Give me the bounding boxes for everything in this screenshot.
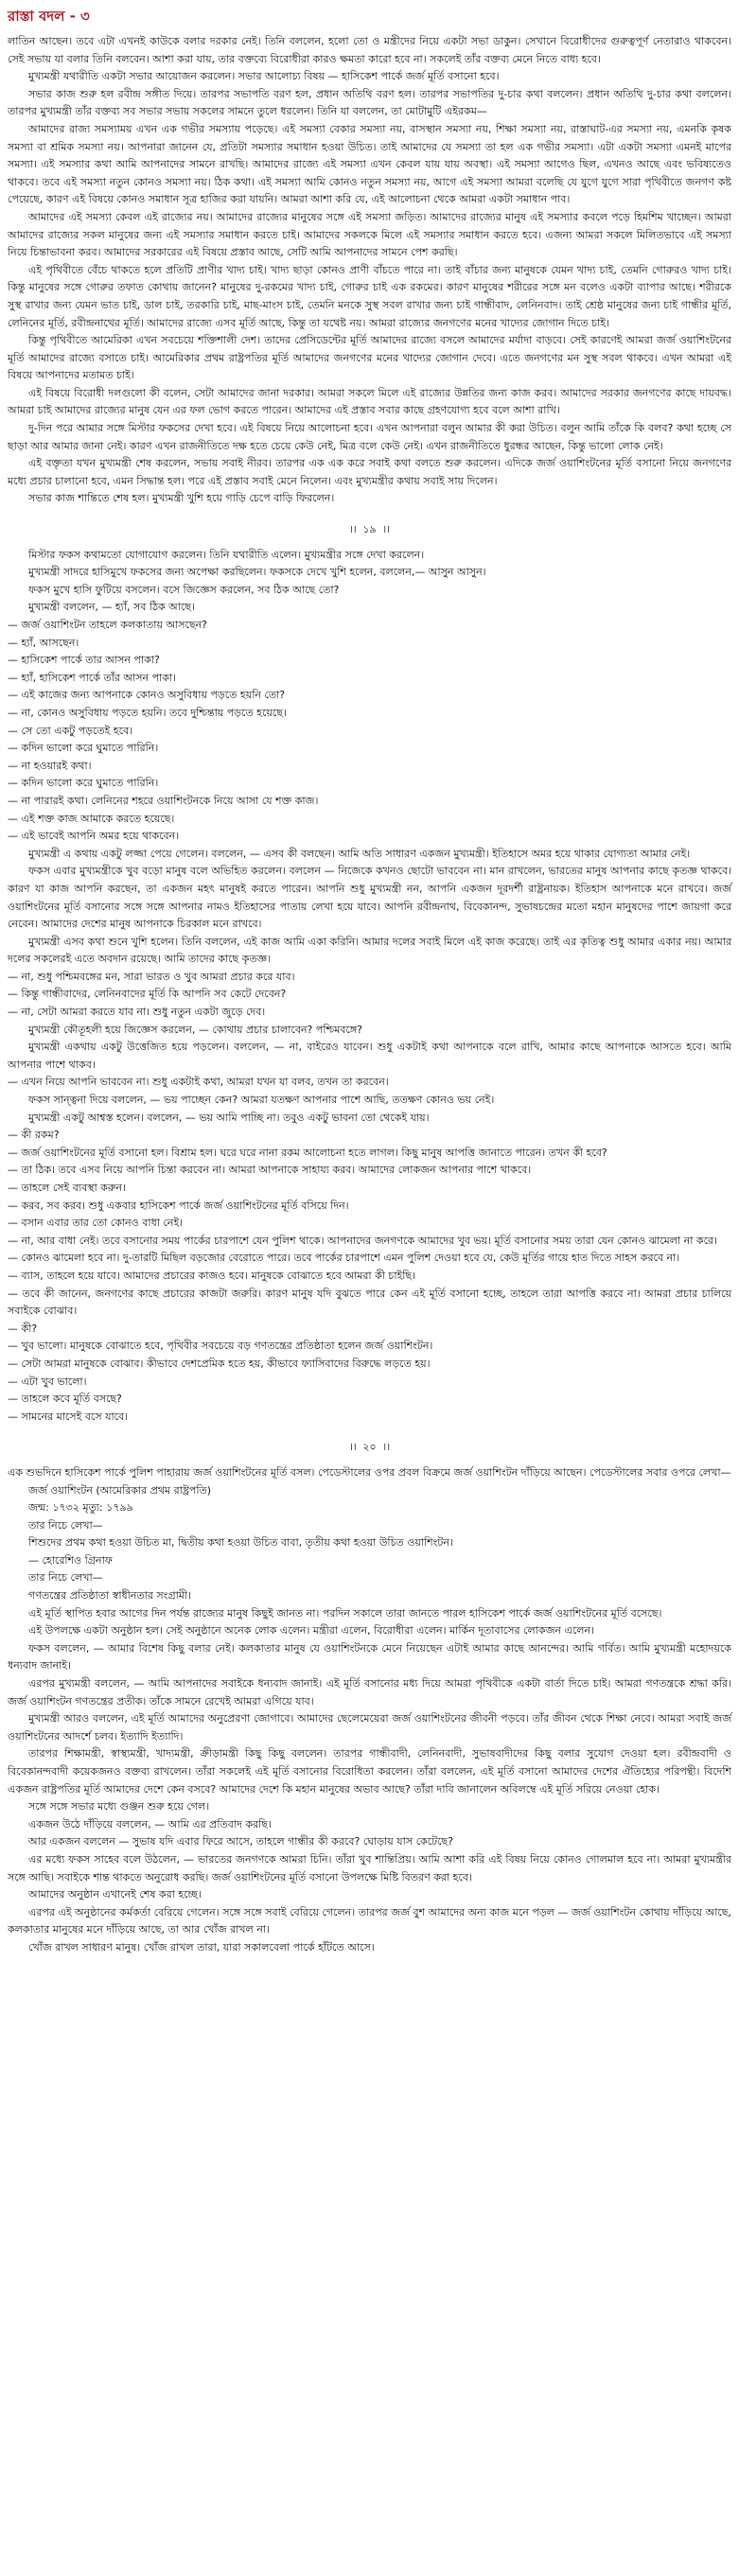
paragraph: মুখ্যমন্ত্রী সাদরে হাসিমুখে ফকসের জন্য অপেক্ষা করছিলেন। ফকসকে দেখে খুশি হলেন, বললেন,— আসুন আসুন। [28, 566, 486, 579]
plaque-line: জর্জ ওয়াশিংটন (আমেরিকার প্রথম রাষ্ট্রপতি) [28, 1483, 212, 1497]
paragraph: তারপর শিক্ষামন্ত্রী, স্বাস্থ্যমন্ত্রী, খাদ্যমন্ত্রী, ক্রীড়ামন্ত্রী কিছু কিছু বললেন। তারপর গান্ধীবাদী, লেনিনবাদী, সুভাষবাদীদের কিছু বলার সুযোগ দেওয়া হল। রবীন্দ্রবাদী ও বিবেকানন্দবাদী কয়েকজনও বক্তব্য রাখলেন। তাঁরা সকলেই এই মূর্তি বসানোর বিরোধিতা করলেন। তাঁরা বললেন, এই মূর্তি বসানো আমাদের দেশের ঐতিহ্যের পরিপন্থী। বিদেশি একজন রাষ্ট্রপতির মূর্তি আমাদের দেশে কেন বসবে? আমাদের দেশে কি মহান মানুষের অভাব আছে? তাঁরা দাবি জানালেন অবিলম্বে এই মূর্তি সরিয়ে নেওয়া হোক। [8, 1747, 731, 1796]
dialogue-line: — এই শক্ত কাজ আমাকে করতে হয়েছে। [8, 812, 175, 825]
paragraph: মুখ্যমন্ত্রী কৌতূহলী হয়ে জিজ্ঞেস করলেন, — কোথায় প্রচার চালাবেন? পশ্চিমবঙ্গে? [28, 1023, 362, 1036]
paragraph: খোঁজ রাখল সাধারণ মানুষ। খোঁজ রাখল তারা, যারা সকালবেলা পার্কে হাঁটতে আসে। [28, 1940, 375, 1954]
paragraph: এই বক্তৃতা যখন মুখ্যমন্ত্রী শেষ করলেন, সভায় সবাই নীরব। তারপর এক এক করে সবাই কথা বলতে শুরু করলেন। এদিকে জর্জ ওয়াশিংটনের মূর্তি বসানো নিয়ে জনগণের মধ্যে প্রচার চালানো হবে, এমন সিদ্ধান্ত হল। পরে এই প্রস্তাব সবাই মেনে নিলেন। এবং মুখ্যমন্ত্রীর কথায় সবাই সায় দিলেন। [8, 457, 731, 487]
paragraph: মুখ্যমন্ত্রী বললেন, — হ্যাঁ, সব ঠিক আছে। [28, 601, 196, 614]
paragraph: ফকস সান্ত্বনা দিয়ে বললেন, — ভয় পাচ্ছেন কেন? আমরা যতক্ষণ আপনার পাশে আছি, ততক্ষণ কোনও ভয় নেই। [28, 1094, 495, 1107]
part4-block [8, 1464, 731, 1957]
plaque-line: শিশুদের প্রথম কথা হওয়া উচিত মা, দ্বিতীয় কথা হওয়া উচিত বাবা, তৃতীয় কথা হওয়া উচিত ওয়াশিংটন। [28, 1536, 453, 1550]
paragraph: এক শুভদিনে হাসিকেশ পার্কে পুলিশ পাহারায় জর্জ ওয়াশিংটনের মূর্তি বসল। পেডেস্টালের ওপর প্রবল বিক্রমে জর্জ ওয়াশিংটন দাঁড়িয়ে আছেন। পেডেস্টালের সবার ওপরে লেখা— [8, 1465, 731, 1479]
plaque-line: গণতন্ত্রের প্রতিষ্ঠাতা স্বাধীনতার সংগ্রামী। [28, 1589, 192, 1603]
paragraph: আর একজন বললেন — সুভাষ যদি এবার ফিরে আসে, তাহলে গান্ধীর কী করবে? ঘোড়ায় যাস কেটেছে? [28, 1835, 454, 1849]
dialogue-line: — কোনও ঝামেলা হবে না। দু-তারটি মিছিল বড়জোর বেরোতে পারে। তবে পার্কের চারপাশে এমন পুলিশ দেওয়া হবে যে, কেউ মূর্তির গায়ে হাত দিতে সাহস করবে না। [8, 1252, 680, 1265]
document-page [8, 6, 731, 1957]
page-title: রাস্তা বদল - ৩ [8, 8, 90, 25]
paragraph: মিস্টার ফকস কথামতো যোগাযোগ করলেন। তিনি যথারীতি এলেন। মুখ্যমন্ত্রীর সঙ্গে দেখা করলেন। [28, 548, 425, 561]
paragraph: এই উপলক্ষে একটা অনুষ্ঠান হল। সেই অনুষ্ঠানে অনেক লোক এলেন। মন্ত্রীরা এলেন, বিরোধীরা এলেন। মার্কিন দূতাবাসের লোকজন এলেন। [28, 1624, 594, 1638]
dialogue-line: — কদিন ভালো করে ঘুমাতে পারিনি। [8, 777, 159, 790]
paragraph: ফকস মুখে হাসি ফুটিয়ে বসলেন। বসে জিজ্ঞেস করলেন, সব ঠিক আছে তো? [28, 583, 340, 596]
paragraph: লাতিন আছেন। তবে এটা এখনই কাউকে বলার দরকার নেই। তিনি বললেন, হলো তো ও মন্ত্রীদের নিয়ে একটা সভা ডাকুন। সেখানে বিরোধীদের গুরুত্বপূর্ণ নেতারাও থাকবেন। সেই সভায় যা বলার তিনি বলবেন। আশা করা যায়, তার বক্তব্যে বিরোধীরা কারও ক্ষমতা কারো হবে না। সকলেই তাঁর বক্তব্য মেনে নিতে বাধ্য হবে। [8, 35, 731, 65]
dialogue-line: — বসান এবার তার তো কোনও বাধা নেই। [8, 1217, 184, 1230]
paragraph: এই মূর্তি স্থাপিত হবার আগের দিন পর্যন্ত রাজ্যের মানুষ কিছুই জানত না। পরদিন সকালে তারা জানতে পারল হাসিকেশ পার্কে জর্জ ওয়াশিংটনের মূর্তি বসেছে। [28, 1606, 662, 1620]
paragraph: এরপর মুখ্যমন্ত্রী বললেন, — আমি আপনাদের সবাইকে ধন্যবাদ জানাই। এই মূর্তি বসানোর মধ্য দিয়ে আমরা পৃথিবীকে একটা বার্তা দিতে চাই। আমরা গণতন্ত্রকে শ্রদ্ধা করি। জর্জ ওয়াশিংটন গণতন্ত্রের প্রতীক। তাঁকে সামনে রেখেই আমরা এগিয়ে যাব। [8, 1677, 731, 1708]
dialogue-line: — কী? [8, 1322, 38, 1335]
dialogue-line: — না, আর বাধা নেই। তবে বসানোর সময় পার্কের চারপাশে যেন পুলিশ থাকে। আপনাদের জনগণকে আমাদের খুব ভয়। মূর্তি বসানোর সময় তারা যেন কোনও ঝামেলা না করে। [8, 1234, 718, 1247]
dialogue-line: — জর্জ ওয়াশিংটনের মূর্তি বসানো হল। বিশ্রাম হল। ঘরে ঘরে নানা রকম আলোচনা হতে লাগল। কিছু মানুষ আপত্তি জানাতে পারেন। তখন কী হবে? [8, 1146, 607, 1159]
dialogue-line: — না, সেটা আমরা করতে যাব না। শুধু নতুন একটা জুড়ে দেব। [8, 1006, 266, 1019]
dialogue-line: — কিন্তু গান্ধীবাদের, লেনিনবাদের মূর্তি কি আপনি সব কেটে দেবেন? [8, 988, 287, 1001]
dialogue-line: — সে তো একটু পড়তেই হবে। [8, 724, 133, 737]
dialogue-line: — ব্যাস, তাহলে হয়ে যাবে। আমাদের প্রচারের কাজও হবে। মানুষকে বোঝাতে হবে আমরা কী চাইছি। [8, 1269, 416, 1282]
dialogue-line: — এখন নিয়ে আপনি ভাববেন না। শুধু একটাই কথা, আমরা যখন যা বলব, তখন তা করবেন। [8, 1076, 389, 1089]
plaque-line: তার নিচে লেখা— [28, 1571, 103, 1585]
dialogue-line: — না হওয়ারই কথা। [8, 759, 92, 772]
section-heading-20: ।। ২০ ।। [348, 1441, 391, 1454]
paragraph: সভার কাজ শান্তিতে শেষ হল। মুখ্যমন্ত্রী খুশি হয়ে গাড়ি চেপে বাড়ি ফিরলেন। [28, 492, 335, 505]
paragraph: মুখ্যমন্ত্রী একথায় একটু উত্তেজিত হয়ে পড়লেন। বললেন, — না, বাইরেও যাবেন। শুধু একটাই কথা আপনাকে বলে রাখি, আমার কাছে আপনাকে আসতে হবে। আমি আপনার পাশে থাকব। [8, 1041, 731, 1071]
plaque-line: তার নিচে লেখা— [28, 1518, 103, 1532]
paragraph: দু-দিন পরে আমার সঙ্গে মিস্টার ফকসের দেখা হবে। এই বিষয়ে নিয়ে আলোচনা হবে। এখন আপনারা বলুন আমার কী করা উচিত। বলুন আমি তাঁকে কি বলব? কথা হচ্ছে সে ছাড়া আর আমার জানা নেই। কারণ এখন রাজনীতিতে দক্ষ হতে চেয়ে কেউ নেই, মিত্র বলে কেউ নেই। এখন রাজনীতিতে ধুরন্ধর আছেন, কিন্তু ভালো লোক নেই। [8, 422, 731, 452]
paragraph: মুখ্যমন্ত্রী যথারীতি একটা সভার আয়োজন করলেন। সভার আলোচ্য বিষয় — হাসিকেশ পার্কে জর্জ মূর্তি বসানো হবে। [28, 70, 500, 83]
paragraph: মুখ্যমন্ত্রী এসব কথা শুনে খুশি হলেন। তিনি বললেন, এই কাজ আমি একা করিনি। আমার দলের সবাই মিলে এই কাজ করেছে। তাই এর কৃতিত্ব শুধু আমার একার নয়। আমার দলের সকলেরই এতে অবদান রয়েছে। আমি তাদের কাছে কৃতজ্ঞ। [8, 935, 731, 966]
paragraph: আমাদের রাজ্য সমস্যাময় এখন এক গভীর সমস্যায় পড়েছে। এই সমস্যা বেকার সমস্যা নয়, বাসস্থান সমস্যা নয়, শিক্ষা সমস্যা নয়, রাস্তাঘাট-এর সমস্যা নয়, এমনকি কৃষক সমস্যা বা শ্রমিক সমস্যা নয়। আপনারা জানেন যে, প্রতিটা সমস্যার সমাধান হওয়া উচিত। তাই আমাদের যে সমস্যা তা হল এক গভীর সমস্যা। এটা একটা সমস্যা এমনই মাপের সমস্যা। এই সমস্যার কথা আমি আপনাদের সামনে রাখছি। আমাদের রাজ্যে এই সমস্যা এখন কেবল যায় যায় অবস্থা। এই সমস্যা আগেও ছিল, এখনও আছে এবং ভবিষ্যতেও থাকবে। তবে এই সমস্যা নতুন কোনও সমস্যা নয়। ঠিক কথা। এই সমস্যা আমি কোনও নতুন সমস্যা নয়, আগে এই সমস্যা আমরা বলেছি যে যুগে যুগে সারা পৃথিবীতে জনগণ কষ্ট পেয়েছে, কারণ এই বিষয়ে কোনও সমাধান সূত্র হাজির করা যায়নি। আমরা আশা করি যে, এই আলোচনা থেকে আমরা একটা সমাধান পাব। [8, 122, 731, 206]
dialogue-line: — সেটা আমরা মানুষকে বোঝাব। কীভাবে দেশপ্রেমিক হতে হয়, কীভাবে ফ্যাসিবাদের বিরুদ্ধে লড়তে হয়। [8, 1357, 431, 1370]
dialogue-line: — না পারারই কথা। লেনিনের শহরে ওয়াশিংটনকে নিয়ে আসা যে শক্ত কাজ। [8, 794, 319, 807]
paragraph: মুখ্যমন্ত্রী একটু আশ্বস্ত হলেন। বললেন, — ভয় আমি পাচ্ছি না। তবুও একটু ভাবনা তো থেকেই যায়। [28, 1111, 430, 1124]
dialogue-line: — জর্জ ওয়াশিংটন তাহলে কলকাতায় আসছেন? [8, 619, 208, 631]
dialogue-line: — হ্যাঁ, হাসিকেশ পার্কে তাঁর আসন পাকা। [8, 671, 177, 684]
dialogue-line: — তাহলে সেই ব্যবস্থা করুন। [8, 1182, 126, 1194]
dialogue-line: — এটা খুব ভালো। [8, 1375, 87, 1388]
dialogue-line: — তাহলে কবে মূর্তি বসছে? [8, 1393, 122, 1406]
dialogue-line: — না, শুধু পশ্চিমবঙ্গের মন, সারা ভারত ও খুব আমরা প্রচার করে যাব। [8, 970, 295, 983]
dialogue-line: — কদিন ভালো করে ঘুমাতে পারিনি। [8, 742, 159, 755]
dialogue-line: — সামনের মাসেই বসে যাবে। [8, 1410, 129, 1423]
dialogue-line: — এই কাজের জন্য আপনাকে কোনও অসুবিধায় পড়তে হয়নি তো? [8, 689, 286, 702]
paragraph: কিন্তু পৃথিবীতে আমেরিকা এখন সবচেয়ে শক্তিশালী দেশ। তাদের প্রেসিডেন্টের মূর্তি আমাদের রাজ্যে বসলে আমাদের মর্যাদা বাড়বে। সেই কারণেই আমরা জর্জ ওয়াশিংটনের মূর্তি আমাদের রাজ্যে বসাতে চাই। আমেরিকার প্রথম রাষ্ট্রপতির মূর্তি আমাদের জনগণের মনের খাদ্যের জোগান দেবে। এতে জনগণের মন সুস্থ সবল থাকবে। এখন আমরা এই বিষয়ে আপনাদের মতামত চাই। [8, 334, 731, 382]
paragraph: এই পৃথিবীতে বেঁচে থাকতে হলে প্রতিটি প্রাণীর খাদ্য চাই। খাদ্য ছাড়া কোনও প্রাণী বাঁচতে পারে না। তাই বাঁচার জন্য মানুষকে যেমন খাদ্য চাই, তেমনি গোরুরও খাদ্য চাই। কিন্তু মানুষের সঙ্গে গোরুর তফাত কোথায় জানেন? মানুষের দু-রকমের খাদ্য চাই, গোরুর চাই এক রকমের। কারণ মানুষের শরীরের সঙ্গে মন বলেও একটা ব্যাপার আছে। শরীরকে সুস্থ রাখার জন্য যেমন ভাত চাই, ডাল চাই, তরকারি চাই, মাছ-মাংস চাই, তেমনি মনকে সুস্থ সবল রাখার জন্য চাই গান্ধীবাদ, লেনিনবাদ। তাই শ্রেষ্ঠ মানুষের জন্য চাই গান্ধীর মূর্তি, লেনিনের মূর্তি, রবীন্দ্রনাথের মূর্তি। আমাদের রাজ্যে এসব মূর্তি আছে, কিন্তু তা যথেষ্ট নয়। আমরা রাজ্যের জনগণের মনের খাদ্যের জোগান দিতে চাই। [8, 263, 731, 329]
paragraph: মুখ্যমন্ত্রী এ কথায় একটু লজ্জা পেয়ে গেলেন। বললেন, — এসব কী বলছেন। আমি অতি সাধারণ একজন মুখ্যমন্ত্রী। ইতিহাসে অমর হয়ে থাকার যোগ্যতা আমার নেই। [28, 847, 691, 860]
plaque-line: জন্ম: ১৭৩২ মৃত্যু: ১৭৯৯ [28, 1501, 133, 1515]
paragraph: ফকস বললেন, — আমার বিশেষ কিছু বলার নেই। কলকাতার মানুষ যে ওয়াশিংটনকে মেনে নিয়েছেন এটাই আমার কাছে আনন্দের। আমি গর্বিত। আমি মুখ্যমন্ত্রী মহোদয়কে ধন্যবাদ জানাই। [8, 1641, 731, 1673]
paragraph: এরপর এই অনুষ্ঠানের কর্মকর্তা বেরিয়ে গেলেন। সঙ্গে সঙ্গে সবাই বেরিয়ে গেলেন। তারপর জর্জ বুশ আমাদের অন্য কাজ মনে পড়ল — জর্জ ওয়াশিংটন কোথায় দাঁড়িয়ে আছে, কলকাতার মানুষের মনে দাঁড়িয়ে আছে, তা আর খোঁজ রাখল না। [8, 1905, 731, 1936]
dialogue-line: — হাসিকেশ পার্কে তার আসন পাকা? [8, 654, 160, 667]
dialogue-line: — এই ভাবেই আপনি অমর হয়ে থাকবেন। [8, 830, 180, 843]
dialogue-line: — কী রকম? [8, 1129, 60, 1142]
paragraph: আমাদের অনুষ্ঠান এখানেই শেষ করা হচ্ছে। [28, 1888, 202, 1901]
dialogue-line: — খুব ভালো। মানুষকে বোঝাতে হবে, পৃথিবীর সবচেয়ে বড় গণতন্ত্রের প্রতিষ্ঠাতা হলেন জর্জ ওয়াশিংটন। [8, 1340, 433, 1353]
paragraph: মুখ্যমন্ত্রী আরও বললেন, এই মূর্তি আমাদের অনুপ্রেরণা জোগাবে। আমাদের ছেলেমেয়েরা জর্জ ওয়াশিংটনের জীবনী পড়বে। তাঁর জীবন থেকে শিক্ষা নেবে। আমরা সবাই জর্জ ওয়াশিংটনের আদর্শে চলব। ইত্যাদি ইত্যাদি। [8, 1712, 731, 1743]
section-heading-19: ।। ১৯ ।। [348, 523, 391, 536]
dialogue-line: — করব, সব করব। শুধু একবার হাসিকেশ পার্কে জর্জ ওয়াশিংটনের মূর্তি বসিয়ে দিন। [8, 1199, 349, 1212]
paragraph: এই বিষয়ে বিরোধী দলগুলো কী বলেন, সেটা আমাদের জানা দরকার। আমরা সকলে মিলে এই রাজ্যের উন্নতির জন্য কাজ করব। আমাদের সরকার জনগণের কাছে দায়বদ্ধ। আমরা চাই আমাদের রাজ্যের মানুষ যেন এর ফল ভোগ করতে পারেন। আমাদের এই প্রস্তাব সবার কাছে গ্রহণযোগ্য হবে বলে আশা রাখি। [8, 386, 731, 417]
paragraph: একজন উঠে দাঁড়িয়ে বললেন, — আমি এর প্রতিবাদ করছি। [28, 1817, 272, 1831]
dialogue-line: — তা ঠিক। তবে এসব নিয়ে আপনি চিন্তা করবেন না। আমরা আপনাকে সাহায্য করব। আমাদের লোকজন আপনার পাশে থাকবে। [8, 1164, 532, 1177]
dialogue-line: — তবে কী জানেন, জনগণের কাছে প্রচারের কাজটা জরুরি। কারণ মানুষ যদি বুঝতে পারে কেন এই মূর্তি বসানো হচ্ছে, তাহলে তারা আপত্তি করবে না। আমরা প্রচার চালিয়ে সবাইকে বোঝাব। [8, 1287, 731, 1318]
paragraph: সভার কাজ শুরু হল রবীন্দ্র সঙ্গীত দিয়ে। তারপর সভাপতি বরণ হল, প্রধান অতিথি বরণ হল। তারপর সভাপতির দু-চার কথা বললেন। প্রধান অতিথি দু-চার কথা বললেন। তারপর মুখ্যমন্ত্রী তাঁর বক্তব্য সব সভার সভায় সকলের সামনে তুলে ধরলেন। তিনি যা বললেন, তা মোটামুটি এইরকম— [8, 87, 731, 118]
dialogue-line: — না, কোনও অসুবিধায় পড়তে হয়নি। তবে দুশ্চিন্তায় পড়তে হয়েছে। [8, 706, 287, 719]
part1-block [8, 33, 731, 508]
paragraph: আমাদের এই সমস্যা কেবল এই রাজ্যের নয়। আমাদের রাজ্যের মানুষের সঙ্গে এই সমস্যা জড়িত। আমাদের রাজ্যের মানুষ এই সমস্যার কবলে পড়ে হিমশিম খাচ্ছেন। আমরা আমাদের রাজ্যের সকল মানুষের জন্য এই সমস্যার সমাধান করতে চাই। আমাদের সকলকে মিলে এই সমস্যার সমাধান করতে হবে। এজন্য আমরা সকলে মিলিতভাবে এই সমস্যা নিয়ে চিন্তাভাবনা করব। আমাদের সরকারের এই বিষয়ে প্রস্তাব আছে, সেটি আমি আপনাদের সামনে পেশ করছি। [8, 210, 731, 259]
dialogue-line: — হ্যাঁ, আসছেন। [8, 636, 79, 649]
plaque-line: — হোরেশিও গ্রিনাফ [28, 1553, 113, 1567]
paragraph: এর মধ্যে ফকস সাহেব বলে উঠলেন, — ভারতের জনগণকে আমরা চিনি। তাঁরা খুব শান্তিপ্রিয়। আমি আশা করি এই বিষয় নিয়ে কোনও গোলমাল হবে না। আমরা মুখ্যমন্ত্রীর সঙ্গে আছি। সবাইকে শান্ত থাকতে অনুরোধ করছি। জর্জ ওয়াশিংটনের মূর্তি বসানো উপলক্ষে মিষ্টি বিতরণ করা হবে। [8, 1852, 731, 1884]
paragraph: ফকস এবার মুখ্যমন্ত্রীকে খুব বড়ো মানুষ বলে অভিহিত করলেন। বললেন — নিজেকে কখনও ছোটো ভাববেন না। মান রাখলেন, ভারতের মানুষ আপনার কাছে কৃতজ্ঞ থাকবে। কারণ যা কাজ আপনি করছেন, তা একজন মহৎ মানুষই করতে পারেন। আপনি শুধু মুখ্যমন্ত্রী নন, আপনি একজন দূরদর্শী রাষ্ট্রনায়ক। ইতিহাস আপনাকে মনে রাখবে। জর্জ ওয়াশিংটনের মূর্তি বসানোর সঙ্গে সঙ্গে আপনার নামও ইতিহাসের পাতায় লেখা হয়ে যাবে। আপনি রবীন্দ্রনাথ, বিবেকানন্দ, সুভাষচন্দ্রের মতো মহান মানুষদের পাশে জায়গা করে নেবেন। আমাদের দেশের মানুষ আপনাকে চিরকাল মনে রাখবে। [8, 865, 731, 931]
part2-block [8, 547, 731, 1427]
paragraph: সঙ্গে সঙ্গে সভার মধ্যে গুঞ্জন শুরু হয়ে গেল। [28, 1800, 210, 1814]
